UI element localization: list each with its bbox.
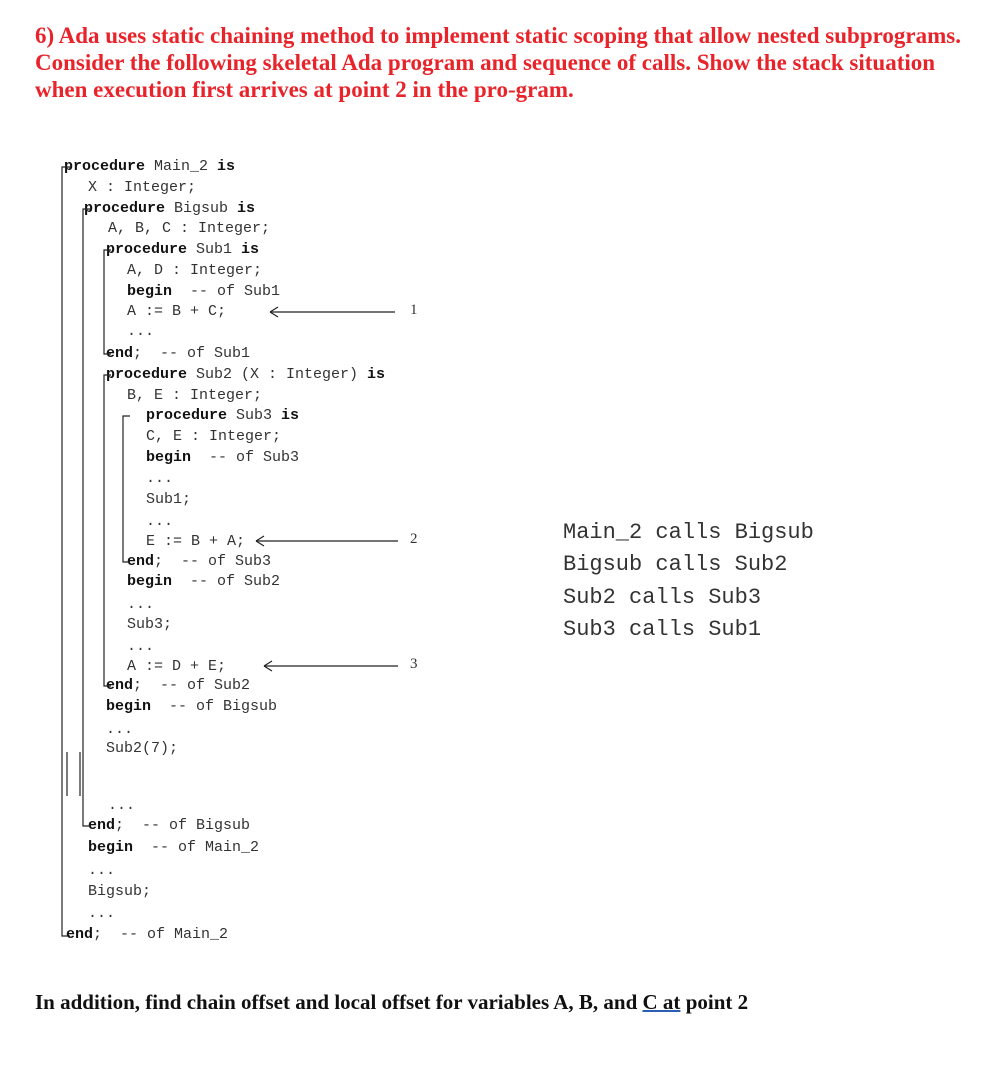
code-line: end; -- of Sub3 (127, 553, 272, 570)
code-line: begin -- of Sub3 (146, 449, 300, 466)
sub3-scope-bracket (123, 416, 130, 562)
code-line: A, D : Integer; (127, 262, 263, 279)
code-line: begin -- of Sub2 (127, 573, 281, 590)
code-line: B, E : Integer; (127, 387, 263, 404)
code-line: X : Integer; (88, 179, 197, 196)
code-line: end; -- of Bigsub (88, 817, 251, 834)
code-line: ... (127, 323, 155, 340)
code-line: procedure Bigsub is (84, 200, 256, 217)
code-line: Bigsub; (88, 883, 152, 900)
code-line: Sub1; (146, 491, 192, 508)
code-line: ... (146, 513, 174, 530)
point-2-label: 2 (410, 531, 418, 547)
code-line: begin -- of Main_2 (88, 839, 260, 856)
code-line: ... (88, 905, 116, 922)
code-line: end; -- of Main_2 (66, 926, 229, 943)
question-text: 6) Ada uses static chaining method to implement static scoping that allow nested subprograms. Consider the following skeletal Ada program and sequence of calls. Show the stack situation when execution first arrives at point 2 in the pro-gram. (35, 23, 961, 102)
code-line: end; -- of Sub1 (106, 345, 251, 362)
code-line: Sub2(7); (106, 740, 179, 757)
code-line: begin -- of Sub1 (127, 283, 281, 300)
bigsub-scope-bracket (83, 209, 90, 826)
code-line: C, E : Integer; (146, 428, 282, 445)
point-3-label: 3 (410, 656, 418, 672)
code-line: procedure Sub1 is (106, 241, 260, 258)
code-line: A := D + E; (127, 658, 227, 675)
code-line: Sub3; (127, 616, 173, 633)
code-line: A, B, C : Integer; (108, 220, 271, 237)
code-line: E := B + A; (146, 533, 246, 550)
code-line: procedure Main_2 is (64, 158, 236, 175)
call-line: Main_2 calls Bigsub (563, 520, 814, 545)
code-line: ... (108, 797, 136, 814)
code-line: begin -- of Bigsub (106, 698, 278, 715)
code-line: ... (146, 470, 174, 487)
code-line: A := B + C; (127, 303, 227, 320)
footer-question: In addition, find chain offset and local offset for variables A, B, and C at point 2 (35, 990, 749, 1014)
code-line: ... (88, 862, 116, 879)
sub1-scope-bracket (104, 250, 111, 354)
call-line: Sub3 calls Sub1 (563, 617, 762, 642)
code-line: ... (106, 721, 134, 738)
call-line: Bigsub calls Sub2 (563, 552, 788, 577)
code-line: ... (127, 596, 155, 613)
code-line: end; -- of Sub2 (106, 677, 251, 694)
call-line: Sub2 calls Sub3 (563, 585, 762, 610)
point-1-label: 1 (410, 302, 418, 318)
sub2-scope-bracket (104, 375, 111, 686)
code-line: procedure Sub3 is (146, 407, 300, 424)
code-line: ... (127, 638, 155, 655)
main2-scope-bracket (62, 167, 70, 936)
code-line: procedure Sub2 (X : Integer) is (106, 366, 386, 383)
